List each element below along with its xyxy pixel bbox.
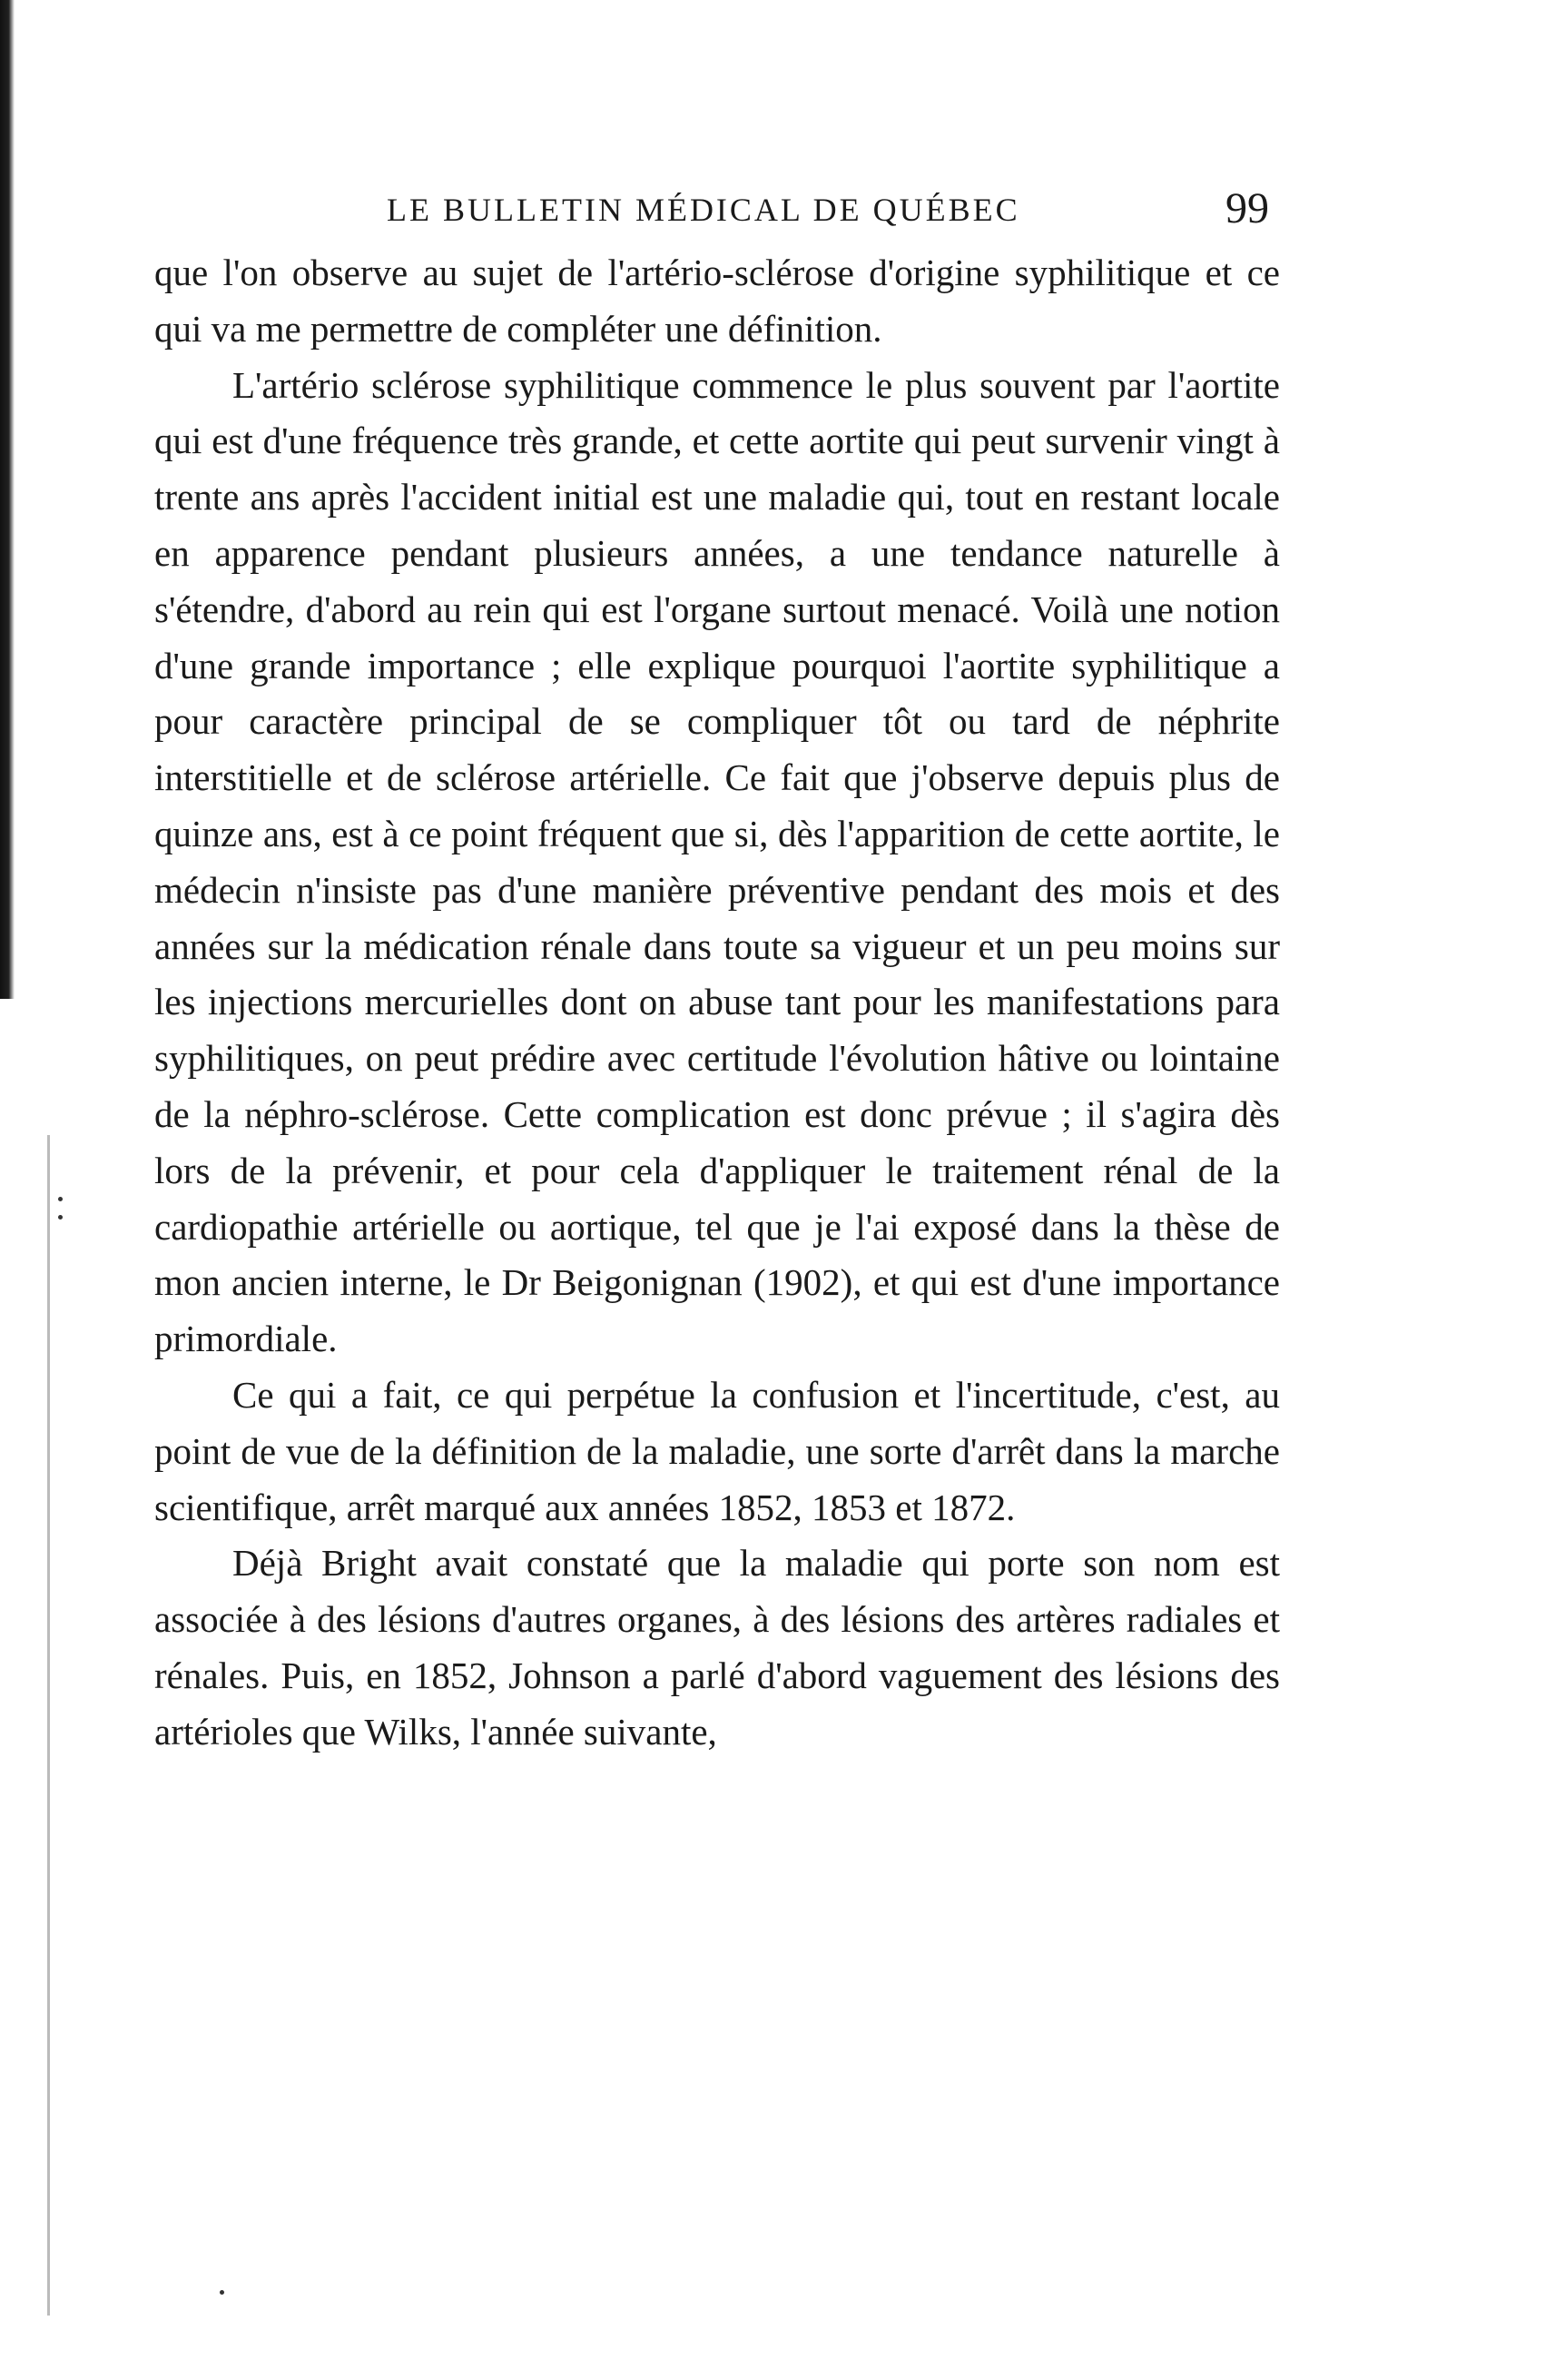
scan-edge-shadow bbox=[0, 0, 15, 999]
paragraph-aortite: L'artério sclérose syphilitique commence le plus souvent par l'aortite qui est d'une fréquence très grande, et cette aortite qui peut survenir vingt à trente ans après l'accident initial est une maladie qui, tout en restant locale en apparence pendant plusieurs années, a une tendance naturelle à s'étendre, d'abord au rein qui est l'organe surtout menacé. Voilà une notion d'une grande importance ; elle explique pourquoi l'aortite syphilitique a pour caractère principal de se compliquer tôt ou tard de néphrite interstitielle et de sclérose artérielle. Ce fait que j'observe depuis plus de quinze ans, est à ce point fréquent que si, dès l'apparition de cette aortite, le médecin n'insiste pas d'une manière préventive pendant des mois et des années sur la médication rénale dans toute sa vigueur et un peu moins sur les injections mercurielles dont on abuse tant pour les manifestations para syphilitiques, on peut prédire avec certitude l'évolution hâtive ou lointaine de la néphro-sclérose. Cette complication est donc prévue ; il s'agira dès lors de la prévenir, et pour cela d'appliquer le traitement rénal de la cardiopathie artérielle ou aortique, tel que je l'ai exposé dans la thèse de mon ancien interne, le Dr Beigonignan (1902), et qui est d'une importance primordiale. bbox=[154, 363, 1280, 1360]
page bbox=[154, 182, 1280, 1761]
paragraph-bright: Déjà Bright avait constaté que la maladie qui porte son nom est associée à des lésions d'autres organes, à des lésions des artères radiales et rénales. Puis, en 1852, Johnson a parlé d'abord vaguement des lésions des artérioles que Wilks, l'année suivante, bbox=[154, 1542, 1280, 1753]
page-number: 99 bbox=[1225, 184, 1269, 232]
paragraph-continuation: que l'on observe au sujet de l'artério-sclérose d'origine syphilitique et ce qui va me permettre de compléter une définition. bbox=[154, 252, 1280, 350]
paragraph-confusion: Ce qui a fait, ce qui perpétue la confusion et l'incertitude, c'est, au point de vue de la définition de la maladie, une sorte d'arrêt dans la marche scientifique, arrêt marqué aux années 1852, 1853 et 1872. bbox=[154, 1373, 1280, 1528]
stray-mark bbox=[58, 1197, 63, 1201]
journal-title: LE BULLETIN MÉDICAL DE QUÉBEC bbox=[387, 192, 1020, 228]
scan-edge-line bbox=[47, 1135, 50, 2316]
running-head bbox=[154, 182, 1280, 245]
stray-mark bbox=[220, 2290, 224, 2295]
stray-mark bbox=[58, 1215, 63, 1220]
body-text bbox=[154, 245, 1280, 1761]
